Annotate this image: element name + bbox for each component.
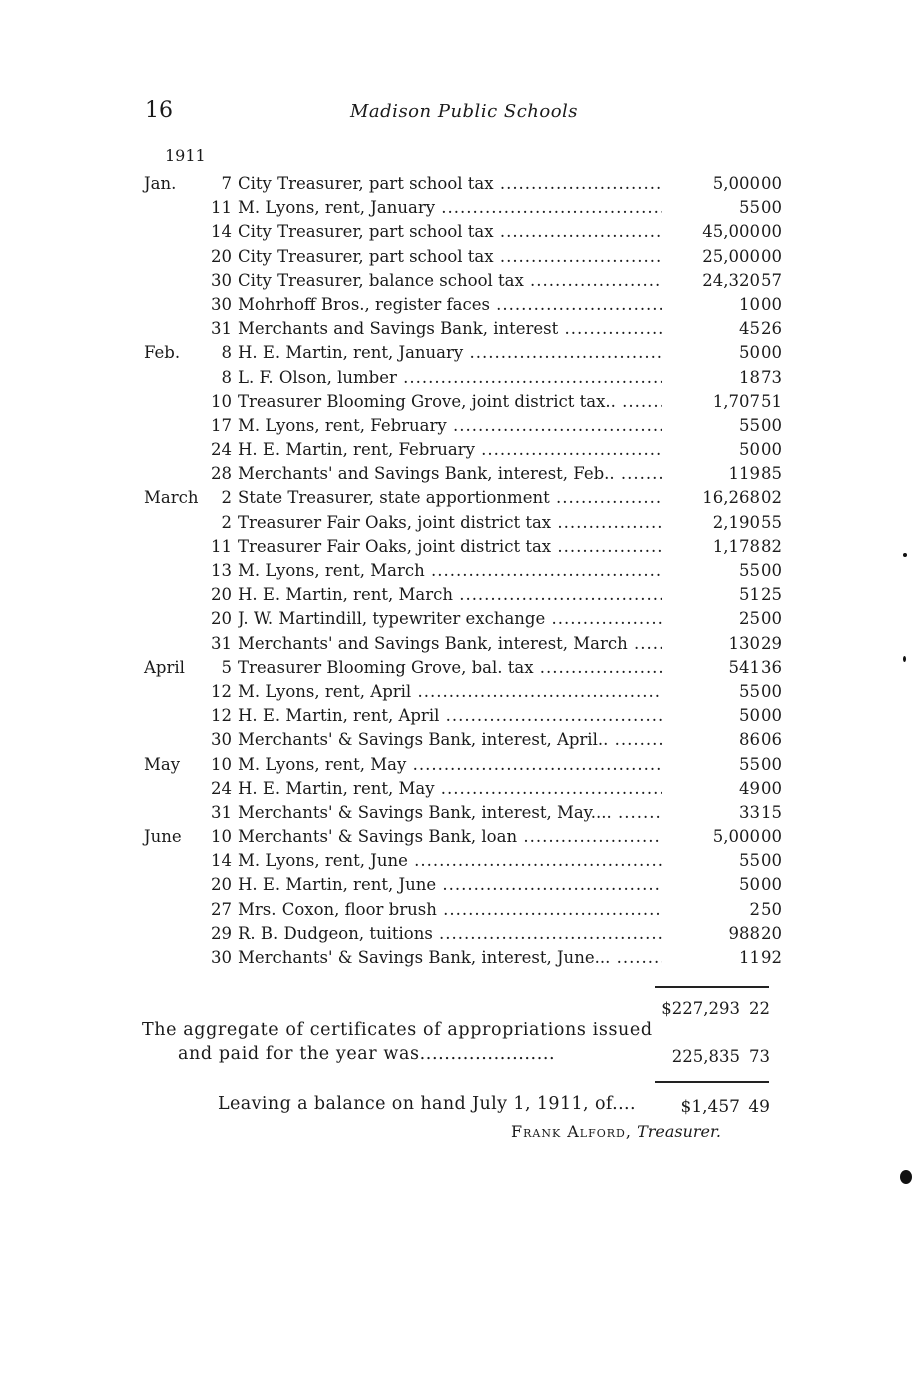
- entry-cents: 00: [761, 875, 782, 895]
- ledger-row: [140, 511, 780, 535]
- entry-description: H. E. Martin, rent, March .....: [238, 583, 662, 607]
- entry-cents: 82: [761, 536, 782, 556]
- entry-description: H. E. Martin, rent, February .....: [238, 438, 662, 462]
- entry-month: March: [144, 488, 199, 508]
- page-number: 16: [145, 98, 173, 123]
- entry-description: M. Lyons, rent, March .....: [238, 559, 662, 583]
- entry-description: City Treasurer, balance school tax .....: [238, 269, 662, 293]
- entry-day: 2: [221, 512, 232, 532]
- entry-cents: 00: [761, 440, 782, 460]
- entry-day: 10: [211, 827, 232, 847]
- total-cents: 22: [749, 999, 770, 1018]
- entry-day: 20: [211, 246, 232, 266]
- running-title: Madison Public Schools: [350, 101, 579, 122]
- entry-dollars: 55: [739, 198, 760, 218]
- entry-description: R. B. Dudgeon, tuitions .....: [238, 922, 662, 946]
- entry-dollars: 45: [739, 319, 760, 339]
- ledger-row: [140, 656, 780, 680]
- ledger-row: [140, 293, 780, 317]
- entry-cents: 00: [761, 754, 782, 774]
- entry-dollars: 16,268: [702, 488, 760, 508]
- ledger-row: [140, 269, 780, 293]
- entry-dollars: 45,000: [702, 222, 760, 242]
- entry-day: 30: [211, 294, 232, 314]
- ledger-row: [140, 535, 780, 559]
- entry-dollars: 988: [728, 923, 760, 943]
- entry-day: 20: [211, 609, 232, 629]
- entry-day: 20: [211, 585, 232, 605]
- entry-cents: 00: [761, 294, 782, 314]
- entry-description: City Treasurer, part school tax .....: [238, 172, 662, 196]
- ledger-row: [140, 220, 780, 244]
- entry-day: 11: [211, 536, 232, 556]
- total-rule: [655, 986, 769, 988]
- ledger-row: [140, 172, 780, 196]
- ledger-row: [140, 849, 780, 873]
- balance-dollars: $1,457: [680, 1097, 740, 1117]
- entry-day: 12: [211, 706, 232, 726]
- entry-description: Merchants' and Savings Bank, interest, March .....: [238, 632, 662, 656]
- entry-dollars: 33: [739, 802, 760, 822]
- entry-day: 8: [221, 367, 232, 387]
- ledger-row: [140, 680, 780, 704]
- entry-cents: 00: [761, 222, 782, 242]
- entry-dollars: 130: [728, 633, 760, 653]
- entry-dollars: 2,190: [712, 512, 760, 532]
- entry-cents: 00: [761, 609, 782, 629]
- entry-dollars: 11: [739, 948, 760, 967]
- ledger-row: [140, 366, 780, 390]
- entry-cents: 15: [761, 802, 782, 822]
- entry-dollars: 119: [728, 464, 760, 484]
- entry-description: H. E. Martin, rent, January .....: [238, 341, 662, 365]
- entry-description: Treasurer Blooming Grove, joint district tax.. .....: [238, 390, 662, 414]
- entry-cents: 00: [761, 851, 782, 871]
- entry-dollars: 55: [739, 754, 760, 774]
- ledger-row: [140, 922, 780, 946]
- entry-cents: 00: [761, 198, 782, 218]
- entry-month: May: [144, 754, 181, 774]
- entry-day: 27: [211, 899, 232, 919]
- entry-description: State Treasurer, state apportionment .....: [238, 486, 662, 510]
- entry-cents: 02: [761, 488, 782, 508]
- aggregate-line-2: and paid for the year was......................: [178, 1044, 556, 1064]
- signature-name: Frank Alford,: [511, 1122, 632, 1141]
- entry-cents: 20: [761, 923, 782, 943]
- ledger-row: [140, 825, 780, 849]
- ledger-row: [140, 946, 780, 970]
- ledger-row: [140, 559, 780, 583]
- entry-dollars: 25: [739, 609, 760, 629]
- entry-dollars: 1,178: [712, 536, 760, 556]
- entry-cents: 57: [761, 270, 782, 290]
- ledger-row: [140, 607, 780, 631]
- entry-dollars: 55: [739, 561, 760, 580]
- treasurer-signature: [511, 1122, 721, 1141]
- entry-dollars: 1,707: [712, 391, 760, 411]
- aggregate-dollars: 225,835: [671, 1047, 740, 1066]
- entry-day: 17: [211, 415, 232, 435]
- ink-speck: [903, 656, 906, 662]
- ledger-row: [140, 390, 780, 414]
- ledger-row: [140, 583, 780, 607]
- entry-description: Mohrhoff Bros., register faces .....: [238, 293, 662, 317]
- ledger-row: [140, 317, 780, 341]
- entry-description: M. Lyons, rent, January .....: [238, 196, 662, 220]
- entry-description: City Treasurer, part school tax .....: [238, 220, 662, 244]
- entry-cents: 50: [761, 899, 782, 919]
- balance-rule: [655, 1081, 769, 1083]
- aggregate-line-1: The aggregate of certificates of appropriations issued: [142, 1020, 653, 1040]
- entry-day: 24: [211, 778, 232, 798]
- entry-month: April: [144, 657, 185, 677]
- aggregate-cents: 73: [749, 1047, 770, 1066]
- ledger-row: [140, 632, 780, 656]
- ledger-row: [140, 873, 780, 897]
- entry-description: M. Lyons, rent, May .....: [238, 753, 662, 777]
- ledger-row: [140, 704, 780, 728]
- entry-day: 14: [211, 851, 232, 871]
- entry-description: Mrs. Coxon, floor brush .....: [238, 898, 662, 922]
- entry-description: Treasurer Fair Oaks, joint district tax .....: [238, 535, 662, 559]
- entry-cents: 55: [761, 512, 782, 532]
- entry-dollars: 2: [749, 899, 760, 919]
- entry-description: M. Lyons, rent, February .....: [238, 414, 662, 438]
- total-dollars: $227,293: [661, 999, 740, 1018]
- entry-day: 31: [211, 802, 232, 822]
- entry-day: 11: [211, 198, 232, 218]
- entry-dollars: 50: [739, 343, 760, 363]
- entry-description: H. E. Martin, rent, June .....: [238, 873, 662, 897]
- entry-cents: 00: [761, 681, 782, 701]
- entry-dollars: 50: [739, 440, 760, 460]
- entry-description: Treasurer Blooming Grove, bal. tax .....: [238, 656, 662, 680]
- entry-description: Merchants' & Savings Bank, loan .....: [238, 825, 662, 849]
- entry-description: Merchants' & Savings Bank, interest, April.. .....: [238, 728, 662, 752]
- entry-cents: 25: [761, 585, 782, 605]
- entry-description: M. Lyons, rent, April .....: [238, 680, 662, 704]
- entry-dollars: 49: [739, 778, 760, 798]
- entry-day: 5: [221, 657, 232, 677]
- entry-description: Merchants' and Savings Bank, interest, Feb.. .....: [238, 462, 662, 486]
- entry-day: 2: [221, 488, 232, 508]
- entry-day: 20: [211, 875, 232, 895]
- entry-month: June: [144, 827, 182, 847]
- entry-cents: 00: [761, 415, 782, 435]
- entry-cents: 00: [761, 343, 782, 363]
- entry-cents: 00: [761, 706, 782, 726]
- entry-dollars: 10: [739, 294, 760, 314]
- entry-dollars: 50: [739, 706, 760, 726]
- entry-dollars: 55: [739, 851, 760, 871]
- ledger-row: [140, 196, 780, 220]
- entry-day: 29: [211, 923, 232, 943]
- ledger-row: [140, 245, 780, 269]
- balance-label: Leaving a balance on hand July 1, 1911, of....: [218, 1094, 636, 1114]
- entry-dollars: 50: [739, 875, 760, 895]
- ledger-row: [140, 728, 780, 752]
- entry-dollars: 541: [728, 657, 760, 677]
- entry-dollars: 5,000: [712, 174, 760, 193]
- entry-description: Treasurer Fair Oaks, joint district tax .....: [238, 511, 662, 535]
- year-label: 1911: [165, 146, 206, 165]
- entry-day: 14: [211, 222, 232, 242]
- entry-cents: 00: [761, 827, 782, 847]
- entry-day: 24: [211, 440, 232, 460]
- entry-day: 30: [211, 730, 232, 750]
- ledger-row: [140, 341, 780, 365]
- entry-cents: 85: [761, 464, 782, 484]
- entry-dollars: 18: [739, 367, 760, 387]
- entry-cents: 06: [761, 730, 782, 750]
- entry-dollars: 25,000: [702, 246, 760, 266]
- entry-day: 31: [211, 319, 232, 339]
- ink-speck: [903, 553, 907, 557]
- ledger-row: [140, 753, 780, 777]
- entry-dollars: 51: [739, 585, 760, 605]
- entry-description: J. W. Martindill, typewriter exchange .....: [238, 607, 662, 631]
- entry-day: 30: [211, 270, 232, 290]
- entry-description: H. E. Martin, rent, May .....: [238, 777, 662, 801]
- entry-dollars: 24,320: [702, 270, 760, 290]
- entry-description: H. E. Martin, rent, April .....: [238, 704, 662, 728]
- entry-dollars: 55: [739, 415, 760, 435]
- entry-dollars: 86: [739, 730, 760, 750]
- entry-cents: 29: [761, 633, 782, 653]
- entry-description: Merchants' & Savings Bank, interest, June... .....: [238, 946, 662, 970]
- ink-speck: [900, 1170, 912, 1184]
- entry-day: 10: [211, 391, 232, 411]
- balance-cents: 49: [748, 1097, 770, 1117]
- entry-description: Merchants and Savings Bank, interest .....: [238, 317, 662, 341]
- entry-cents: 00: [761, 778, 782, 798]
- ledger-table: [140, 172, 780, 970]
- entry-day: 30: [211, 948, 232, 967]
- entry-dollars: 55: [739, 681, 760, 701]
- ledger-row: [140, 898, 780, 922]
- entry-day: 8: [221, 343, 232, 363]
- entry-cents: 00: [761, 246, 782, 266]
- entry-cents: 00: [761, 174, 782, 193]
- entry-cents: 36: [761, 657, 782, 677]
- entry-cents: 92: [761, 948, 782, 967]
- entry-cents: 26: [761, 319, 782, 339]
- entry-description: L. F. Olson, lumber .....: [238, 366, 662, 390]
- ledger-row: [140, 777, 780, 801]
- entry-day: 10: [211, 754, 232, 774]
- entry-month: Feb.: [144, 343, 181, 363]
- entry-cents: 73: [761, 367, 782, 387]
- ledger-row: [140, 486, 780, 510]
- entry-description: M. Lyons, rent, June .....: [238, 849, 662, 873]
- entry-description: Merchants' & Savings Bank, interest, May.... .....: [238, 801, 662, 825]
- ledger-row: [140, 801, 780, 825]
- ledger-row: [140, 414, 780, 438]
- entry-cents: 51: [761, 391, 782, 411]
- entry-day: 31: [211, 633, 232, 653]
- entry-month: Jan.: [144, 174, 177, 193]
- signature-title: Treasurer.: [637, 1122, 721, 1141]
- ledger-row: [140, 438, 780, 462]
- entry-day: 12: [211, 681, 232, 701]
- ledger-row: [140, 462, 780, 486]
- entry-day: 7: [221, 174, 232, 193]
- entry-description: City Treasurer, part school tax .....: [238, 245, 662, 269]
- entry-dollars: 5,000: [712, 827, 760, 847]
- entry-cents: 00: [761, 561, 782, 580]
- entry-day: 13: [211, 561, 232, 580]
- entry-day: 28: [211, 464, 232, 484]
